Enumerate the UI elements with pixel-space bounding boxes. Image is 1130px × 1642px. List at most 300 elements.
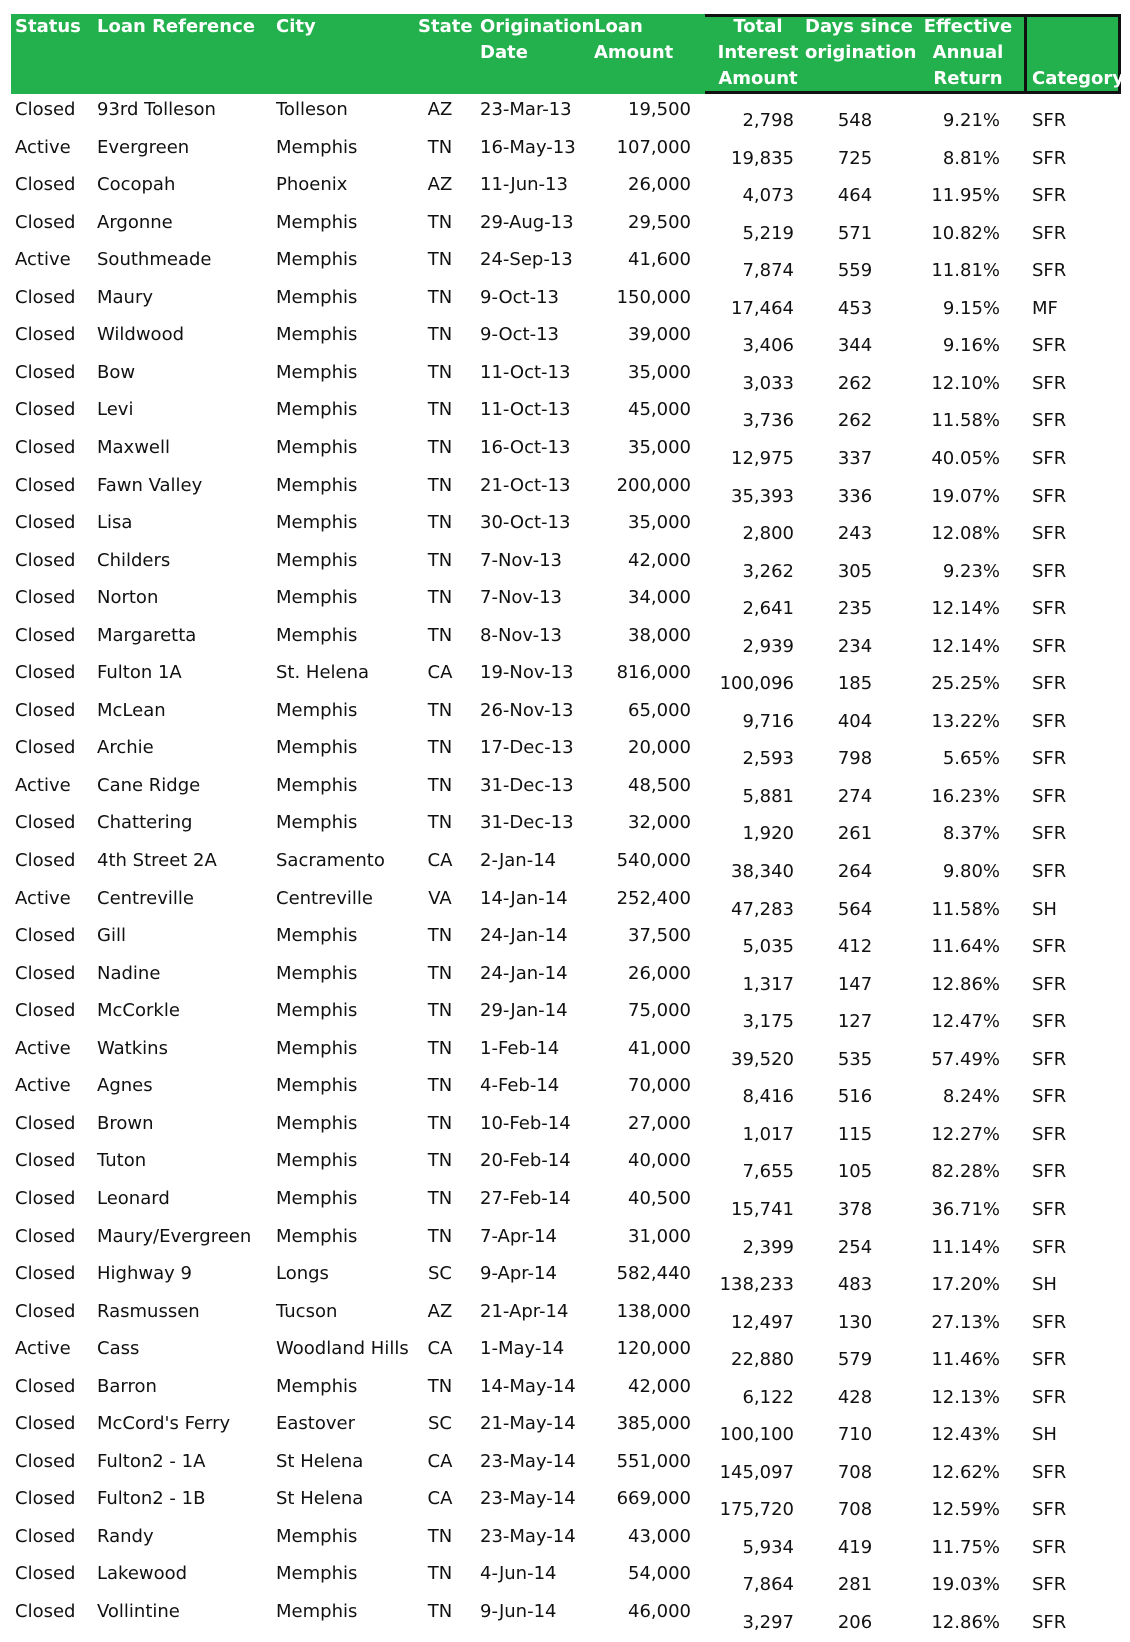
category-cell: SFR [1032, 410, 1067, 432]
days-since-cell: 344 [837, 335, 873, 357]
loan-amount-cell: 45,000 [628, 399, 691, 421]
state-cell: VA [428, 887, 452, 909]
annual-return-cell: 9.16% [942, 335, 1000, 357]
table-row [0, 432, 1130, 470]
loan-amount-cell: 32,000 [628, 812, 691, 834]
origination-date-cell: 1-Feb-14 [480, 1037, 560, 1059]
loan-reference-cell: Gill [97, 925, 126, 947]
loan-reference-cell: Archie [97, 737, 154, 759]
status-cell: Closed [15, 1525, 76, 1547]
total-interest-cell: 2,399 [742, 1236, 794, 1258]
origination-date-cell: 21-Oct-13 [480, 474, 571, 496]
origination-date-cell: 24-Sep-13 [480, 249, 573, 271]
total-interest-cell: 19,835 [731, 147, 794, 169]
loan-reference-cell: Levi [97, 399, 134, 421]
total-interest-cell: 15,741 [731, 1198, 794, 1220]
origination-date-cell: 24-Jan-14 [480, 962, 568, 984]
category-cell: SFR [1032, 936, 1067, 958]
origination-date-cell: 9-Oct-13 [480, 324, 559, 346]
loan-amount-cell: 42,000 [628, 1375, 691, 1397]
status-cell: Closed [15, 812, 76, 834]
total-interest-cell: 9,716 [742, 710, 794, 732]
city-cell: Woodland Hills [276, 1338, 409, 1360]
annual-return-cell: 12.47% [931, 1011, 1000, 1033]
loan-reference-cell: Vollintine [97, 1601, 180, 1622]
status-cell: Closed [15, 361, 76, 383]
origination-date-cell: 9-Apr-14 [480, 1263, 557, 1285]
loan-amount-cell: 39,000 [628, 324, 691, 346]
category-cell: SFR [1032, 1499, 1067, 1521]
total-interest-cell: 4,073 [742, 185, 794, 207]
city-cell: Memphis [276, 962, 358, 984]
status-cell: Closed [15, 99, 76, 120]
table-row [0, 132, 1130, 170]
days-since-cell: 336 [837, 485, 873, 507]
category-cell: SFR [1032, 1461, 1067, 1483]
city-cell: Memphis [276, 1601, 358, 1622]
total-interest-cell: 1,920 [742, 823, 794, 845]
loan-reference-cell: Randy [97, 1525, 154, 1547]
status-cell: Closed [15, 286, 76, 308]
state-cell: CA [427, 1338, 453, 1360]
days-since-cell: 412 [837, 936, 873, 958]
status-cell: Closed [15, 1263, 76, 1285]
days-since-cell: 378 [837, 1198, 873, 1220]
origination-date-cell: 9-Oct-13 [480, 286, 559, 308]
total-interest-cell: 2,800 [742, 523, 794, 545]
loan-reference-cell: Centreville [97, 887, 194, 909]
header-status: Status [15, 16, 81, 37]
origination-date-cell: 11-Oct-13 [480, 361, 571, 383]
loan-reference-cell: Watkins [97, 1037, 168, 1059]
loan-amount-cell: 582,440 [616, 1263, 691, 1285]
origination-date-cell: 17-Dec-13 [480, 737, 574, 759]
days-since-cell: 235 [837, 598, 873, 620]
annual-return-cell: 25.25% [931, 673, 1000, 695]
status-cell: Closed [15, 587, 76, 609]
category-cell: SFR [1032, 1574, 1067, 1596]
state-cell: CA [427, 662, 453, 684]
loan-amount-cell: 46,000 [628, 1601, 691, 1622]
days-since-cell: 428 [837, 1386, 873, 1408]
city-cell: Memphis [276, 774, 358, 796]
loan-amount-cell: 70,000 [628, 1075, 691, 1097]
days-since-cell: 571 [837, 222, 873, 244]
category-cell: SFR [1032, 335, 1067, 357]
table-row [0, 1333, 1130, 1371]
table-row [0, 282, 1130, 320]
header-interest-line3: Amount [718, 68, 798, 89]
total-interest-cell: 5,934 [742, 1536, 794, 1558]
total-interest-cell: 5,219 [742, 222, 794, 244]
annual-return-cell: 11.81% [931, 260, 1000, 282]
loan-reference-cell: Fulton 1A [97, 662, 182, 684]
annual-return-cell: 12.13% [931, 1386, 1000, 1408]
loan-reference-cell: Fawn Valley [97, 474, 203, 496]
annual-return-cell: 12.14% [931, 635, 1000, 657]
loan-amount-cell: 41,000 [628, 1037, 691, 1059]
origination-date-cell: 23-May-14 [480, 1525, 576, 1547]
city-cell: Memphis [276, 436, 358, 458]
loan-reference-cell: Lakewood [97, 1563, 188, 1585]
origination-date-cell: 2-Jan-14 [480, 850, 557, 871]
header-interest-line1: Total [733, 16, 783, 37]
days-since-cell: 264 [837, 861, 873, 882]
days-since-cell: 516 [837, 1086, 873, 1108]
total-interest-cell: 8,416 [742, 1086, 794, 1108]
state-cell: TN [427, 399, 453, 421]
days-since-cell: 464 [837, 185, 873, 207]
total-interest-cell: 5,881 [742, 785, 794, 807]
annual-return-cell: 9.15% [942, 297, 1000, 319]
total-interest-cell: 7,874 [742, 260, 794, 282]
annual-return-cell: 5.65% [942, 748, 1000, 770]
loan-amount-cell: 29,500 [628, 211, 691, 233]
state-cell: AZ [427, 174, 453, 196]
days-since-cell: 262 [837, 372, 873, 394]
days-since-cell: 243 [837, 523, 873, 545]
status-cell: Active [15, 887, 71, 909]
total-interest-cell: 7,655 [742, 1161, 794, 1183]
annual-return-cell: 12.27% [931, 1123, 1000, 1145]
table-row [0, 1408, 1130, 1446]
table-row [0, 995, 1130, 1033]
days-since-cell: 419 [837, 1536, 873, 1558]
header-origination-line1: Origination [480, 16, 595, 37]
loan-reference-cell: Maury [97, 286, 154, 308]
days-since-cell: 579 [837, 1349, 873, 1371]
category-cell: SFR [1032, 372, 1067, 394]
table-row [0, 207, 1130, 245]
city-cell: Memphis [276, 1037, 358, 1059]
category-cell: SFR [1032, 185, 1067, 207]
state-cell: TN [427, 925, 453, 947]
category-cell: SH [1032, 898, 1057, 920]
annual-return-cell: 19.03% [931, 1574, 1000, 1596]
state-cell: CA [427, 850, 453, 871]
days-since-cell: 281 [837, 1574, 873, 1596]
annual-return-cell: 82.28% [931, 1161, 1000, 1183]
total-interest-cell: 3,033 [742, 372, 794, 394]
annual-return-cell: 11.95% [931, 185, 1000, 207]
total-interest-cell: 1,017 [742, 1123, 794, 1145]
status-cell: Closed [15, 1187, 76, 1209]
status-cell: Closed [15, 1300, 76, 1322]
city-cell: Phoenix [276, 174, 348, 196]
annual-return-cell: 57.49% [931, 1048, 1000, 1070]
header-days-line2: origination [805, 42, 917, 63]
header-loan-amount-line1: Loan [594, 16, 643, 37]
origination-date-cell: 23-May-14 [480, 1450, 576, 1472]
state-cell: TN [427, 211, 453, 233]
total-interest-cell: 145,097 [719, 1461, 794, 1483]
city-cell: St Helena [276, 1488, 364, 1510]
annual-return-cell: 11.58% [931, 410, 1000, 432]
annual-return-cell: 8.24% [942, 1086, 1000, 1108]
origination-date-cell: 11-Oct-13 [480, 399, 571, 421]
total-interest-cell: 3,262 [742, 560, 794, 582]
total-interest-cell: 47,283 [731, 898, 794, 920]
city-cell: St. Helena [276, 662, 370, 684]
category-cell: SFR [1032, 1011, 1067, 1033]
total-interest-cell: 38,340 [731, 861, 794, 882]
annual-return-cell: 8.37% [942, 823, 1000, 845]
state-cell: TN [427, 1075, 453, 1097]
annual-return-cell: 12.14% [931, 598, 1000, 620]
category-cell: SFR [1032, 1198, 1067, 1220]
category-cell: SFR [1032, 710, 1067, 732]
category-cell: SFR [1032, 485, 1067, 507]
city-cell: Memphis [276, 1000, 358, 1022]
city-cell: Memphis [276, 587, 358, 609]
category-cell: SFR [1032, 1386, 1067, 1408]
state-cell: TN [427, 624, 453, 646]
origination-date-cell: 30-Oct-13 [480, 512, 571, 534]
total-interest-cell: 2,939 [742, 635, 794, 657]
days-since-cell: 453 [837, 297, 873, 319]
category-cell: SFR [1032, 1536, 1067, 1558]
status-cell: Closed [15, 1601, 76, 1622]
status-cell: Closed [15, 399, 76, 421]
origination-date-cell: 4-Jun-14 [480, 1563, 557, 1585]
city-cell: Memphis [276, 1525, 358, 1547]
state-cell: TN [427, 1563, 453, 1585]
category-cell: SFR [1032, 560, 1067, 582]
origination-date-cell: 26-Nov-13 [480, 699, 574, 721]
header-loan-reference: Loan Reference [97, 16, 255, 37]
status-cell: Closed [15, 211, 76, 233]
status-cell: Closed [15, 1488, 76, 1510]
annual-return-cell: 12.43% [931, 1424, 1000, 1446]
origination-date-cell: 14-May-14 [480, 1375, 576, 1397]
table-row [0, 807, 1130, 845]
annual-return-cell: 9.80% [942, 861, 1000, 882]
category-cell: SFR [1032, 823, 1067, 845]
table-row [0, 657, 1130, 695]
loan-amount-cell: 669,000 [616, 1488, 691, 1510]
days-since-cell: 127 [837, 1011, 873, 1033]
origination-date-cell: 23-Mar-13 [480, 99, 572, 120]
header-return-line2: Annual [932, 42, 1004, 63]
annual-return-cell: 11.46% [931, 1349, 1000, 1371]
days-since-cell: 710 [837, 1424, 873, 1446]
status-cell: Closed [15, 324, 76, 346]
loan-reference-cell: Nadine [97, 962, 161, 984]
city-cell: Memphis [276, 925, 358, 947]
table-row [0, 319, 1130, 357]
table-row [0, 1070, 1130, 1108]
days-since-cell: 337 [837, 447, 873, 469]
category-cell: SFR [1032, 110, 1067, 131]
city-cell: Memphis [276, 474, 358, 496]
table-row [0, 1183, 1130, 1221]
category-cell: SFR [1032, 1311, 1067, 1333]
city-cell: Longs [276, 1263, 329, 1285]
category-cell: SFR [1032, 785, 1067, 807]
category-cell: SFR [1032, 1612, 1067, 1633]
city-cell: Memphis [276, 1112, 358, 1134]
origination-date-cell: 31-Dec-13 [480, 774, 574, 796]
total-interest-cell: 6,122 [742, 1386, 794, 1408]
days-since-cell: 115 [837, 1123, 873, 1145]
state-cell: TN [427, 587, 453, 609]
city-cell: Memphis [276, 361, 358, 383]
days-since-cell: 559 [837, 260, 873, 282]
total-interest-cell: 12,975 [731, 447, 794, 469]
status-cell: Closed [15, 850, 76, 871]
total-interest-cell: 2,798 [742, 110, 794, 131]
table-row [0, 1558, 1130, 1596]
origination-date-cell: 4-Feb-14 [480, 1075, 560, 1097]
loan-reference-cell: Cocopah [97, 174, 176, 196]
total-interest-cell: 3,406 [742, 335, 794, 357]
table-row [0, 1296, 1130, 1334]
origination-date-cell: 16-May-13 [480, 136, 576, 158]
days-since-cell: 708 [837, 1499, 873, 1521]
loan-reference-cell: Chattering [97, 812, 193, 834]
loan-reference-cell: Agnes [97, 1075, 153, 1097]
status-cell: Closed [15, 512, 76, 534]
origination-date-cell: 16-Oct-13 [480, 436, 571, 458]
state-cell: CA [427, 1488, 453, 1510]
status-cell: Closed [15, 624, 76, 646]
origination-date-cell: 8-Nov-13 [480, 624, 562, 646]
annual-return-cell: 12.86% [931, 973, 1000, 995]
table-row [0, 845, 1130, 883]
status-cell: Closed [15, 662, 76, 684]
header-divider [1024, 14, 1027, 94]
status-cell: Closed [15, 962, 76, 984]
loan-amount-cell: 551,000 [616, 1450, 691, 1472]
loan-reference-cell: Brown [97, 1112, 154, 1134]
annual-return-cell: 12.62% [931, 1461, 1000, 1483]
city-cell: Memphis [276, 286, 358, 308]
category-cell: SFR [1032, 1349, 1067, 1371]
loan-amount-cell: 38,000 [628, 624, 691, 646]
state-cell: TN [427, 962, 453, 984]
category-cell: SFR [1032, 1123, 1067, 1145]
loan-amount-cell: 120,000 [616, 1338, 691, 1360]
status-cell: Closed [15, 549, 76, 571]
annual-return-cell: 8.81% [942, 147, 1000, 169]
loan-reference-cell: Evergreen [97, 136, 190, 158]
status-cell: Active [15, 1338, 71, 1360]
loan-reference-cell: Maxwell [97, 436, 171, 458]
city-cell: Memphis [276, 136, 358, 158]
loan-reference-cell: McLean [97, 699, 166, 721]
origination-date-cell: 11-Jun-13 [480, 174, 568, 196]
loan-reference-cell: 4th Street 2A [97, 850, 217, 871]
state-cell: TN [427, 1037, 453, 1059]
loan-reference-cell: McCord's Ferry [97, 1413, 231, 1435]
table-row [0, 770, 1130, 808]
city-cell: Tolleson [276, 99, 348, 120]
city-cell: Memphis [276, 1225, 358, 1247]
status-cell: Closed [15, 1225, 76, 1247]
days-since-cell: 548 [837, 110, 873, 131]
origination-date-cell: 14-Jan-14 [480, 887, 568, 909]
annual-return-cell: 27.13% [931, 1311, 1000, 1333]
total-interest-cell: 3,297 [742, 1612, 794, 1633]
city-cell: Centreville [276, 887, 373, 909]
loan-amount-cell: 27,000 [628, 1112, 691, 1134]
total-interest-cell: 3,736 [742, 410, 794, 432]
total-interest-cell: 2,593 [742, 748, 794, 770]
status-cell: Active [15, 136, 71, 158]
table-row [0, 1221, 1130, 1259]
loan-amount-cell: 19,500 [628, 99, 691, 120]
table-row [0, 545, 1130, 583]
loan-amount-cell: 385,000 [616, 1413, 691, 1435]
loan-amount-cell: 26,000 [628, 174, 691, 196]
origination-date-cell: 7-Nov-13 [480, 549, 562, 571]
category-cell: SFR [1032, 861, 1067, 882]
city-cell: Memphis [276, 1075, 358, 1097]
origination-date-cell: 10-Feb-14 [480, 1112, 571, 1134]
state-cell: TN [427, 549, 453, 571]
city-cell: Memphis [276, 324, 358, 346]
annual-return-cell: 12.86% [931, 1612, 1000, 1633]
category-cell: SFR [1032, 673, 1067, 695]
origination-date-cell: 21-Apr-14 [480, 1300, 569, 1322]
state-cell: TN [427, 1187, 453, 1209]
header-return-line1: Effective [923, 16, 1013, 37]
state-cell: AZ [427, 99, 453, 120]
state-cell: TN [427, 512, 453, 534]
loan-reference-cell: McCorkle [97, 1000, 180, 1022]
days-since-cell: 130 [837, 1311, 873, 1333]
table-row [0, 695, 1130, 733]
loan-amount-cell: 54,000 [628, 1563, 691, 1585]
total-interest-cell: 138,233 [719, 1274, 794, 1296]
total-interest-cell: 100,100 [719, 1424, 794, 1446]
header-state: State [418, 16, 473, 37]
status-cell: Active [15, 774, 71, 796]
days-since-cell: 404 [837, 710, 873, 732]
status-cell: Closed [15, 1000, 76, 1022]
state-cell: SC [428, 1263, 452, 1285]
loan-amount-cell: 35,000 [628, 512, 691, 534]
state-cell: TN [427, 1000, 453, 1022]
state-cell: TN [427, 737, 453, 759]
days-since-cell: 234 [837, 635, 873, 657]
loan-reference-cell: Norton [97, 587, 159, 609]
annual-return-cell: 16.23% [931, 785, 1000, 807]
loan-amount-cell: 540,000 [616, 850, 691, 871]
category-cell: MF [1032, 297, 1058, 319]
table-row [0, 1033, 1130, 1071]
state-cell: TN [427, 812, 453, 834]
days-since-cell: 564 [837, 898, 873, 920]
category-cell: SH [1032, 1424, 1057, 1446]
status-cell: Closed [15, 1563, 76, 1585]
loan-amount-cell: 40,000 [628, 1150, 691, 1172]
loan-reference-cell: Highway 9 [97, 1263, 192, 1285]
days-since-cell: 185 [837, 673, 873, 695]
origination-date-cell: 7-Apr-14 [480, 1225, 557, 1247]
annual-return-cell: 13.22% [931, 710, 1000, 732]
loan-reference-cell: Cane Ridge [97, 774, 201, 796]
loan-amount-cell: 107,000 [616, 136, 691, 158]
state-cell: TN [427, 1225, 453, 1247]
table-row [0, 1258, 1130, 1296]
loan-amount-cell: 200,000 [616, 474, 691, 496]
table-row [0, 169, 1130, 207]
table-row [0, 1521, 1130, 1559]
table-row [0, 470, 1130, 508]
category-cell: SH [1032, 1274, 1057, 1296]
origination-date-cell: 23-May-14 [480, 1488, 576, 1510]
